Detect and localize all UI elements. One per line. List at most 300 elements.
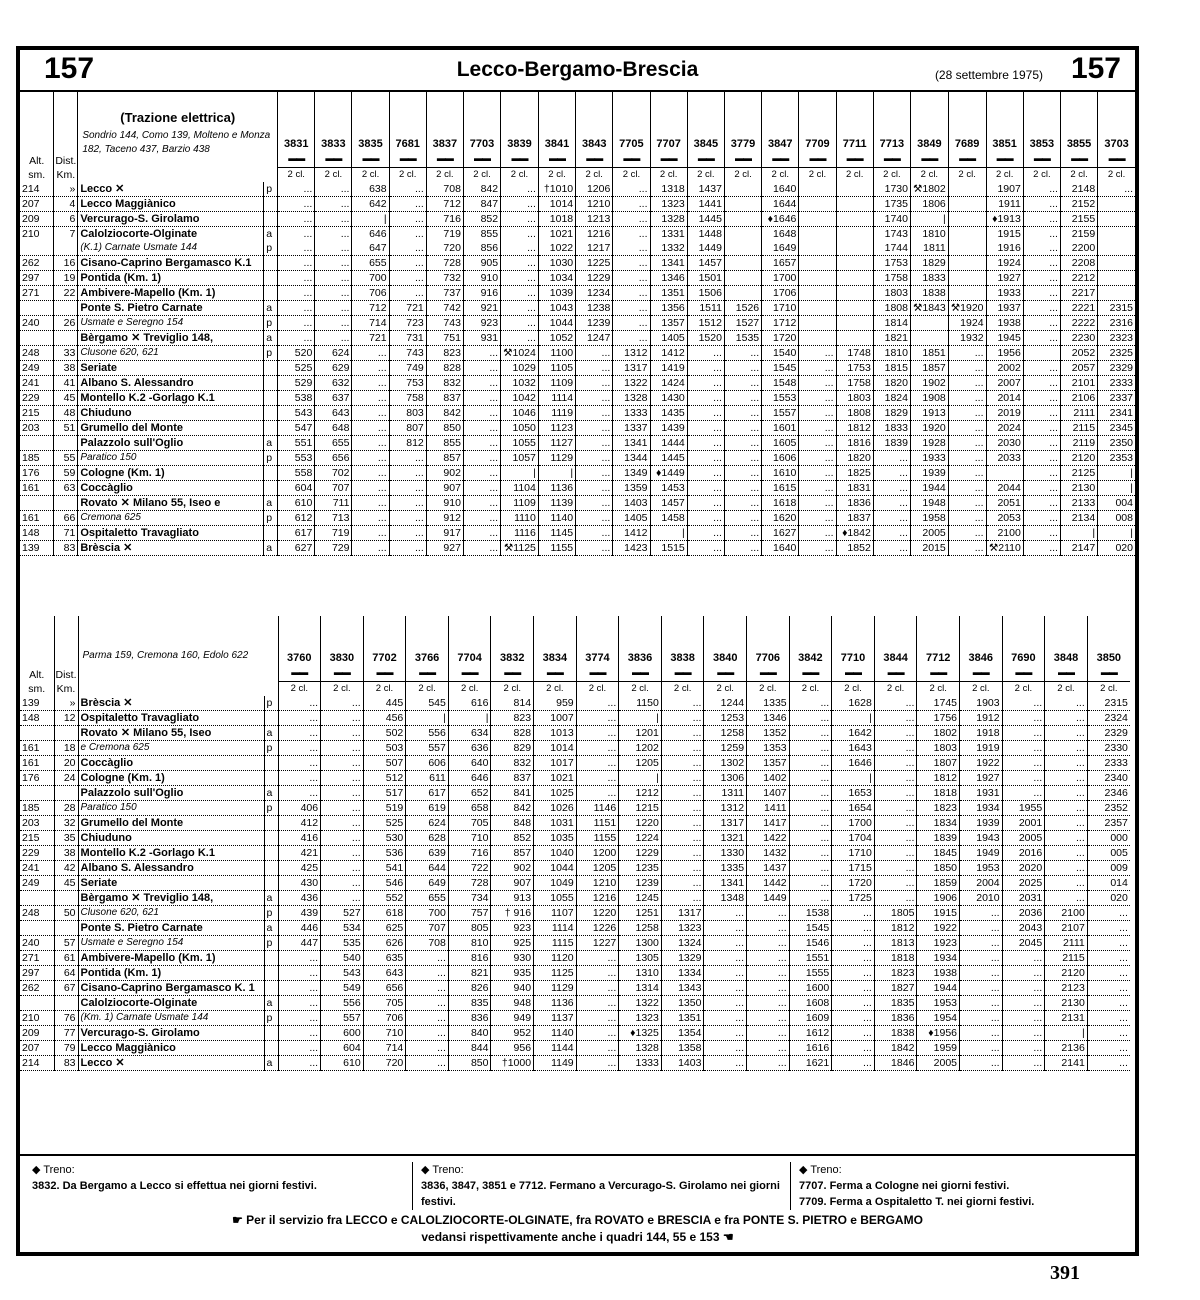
time-cell: 1605 xyxy=(762,436,799,451)
time-cell: ... xyxy=(278,786,321,801)
train-number: 3835 xyxy=(358,138,383,150)
train-column-header xyxy=(278,616,321,696)
time-cell: ... xyxy=(704,966,747,981)
time-cell: 1104 xyxy=(501,481,539,496)
time-cell: 1123 xyxy=(538,421,575,436)
note-3-text-1: 7707. Ferma a Cologne nei giorni festivi. xyxy=(799,1180,1010,1192)
time-cell xyxy=(836,316,873,331)
class-label: 2 cl. xyxy=(278,167,314,182)
time-cell: ... xyxy=(1002,1041,1045,1056)
distance-cell: » xyxy=(54,182,78,197)
altitude-cell: 240 xyxy=(20,936,54,951)
time-cell: 910 xyxy=(426,496,463,511)
time-cell: 913 xyxy=(491,891,534,906)
time-cell: 2111 xyxy=(1060,406,1097,421)
time-cell: 1916 xyxy=(986,241,1023,256)
time-cell: 1055 xyxy=(501,436,539,451)
time-cell: 1318 xyxy=(650,182,687,197)
time-cell: ... xyxy=(948,451,986,466)
time-cell: 1616 xyxy=(789,1041,832,1056)
time-cell: 538 xyxy=(278,391,315,406)
time-cell: 416 xyxy=(278,831,321,846)
altitude-cell: 148 xyxy=(20,526,54,541)
class-label: 2 cl. xyxy=(799,167,835,182)
time-cell: ... xyxy=(278,951,321,966)
time-cell: 1945 xyxy=(986,331,1023,346)
time-cell: 1839 xyxy=(917,831,960,846)
time-cell: ... xyxy=(389,256,426,271)
time-cell: 2005 xyxy=(910,526,948,541)
time-cell: 1833 xyxy=(873,421,910,436)
time-cell: 1119 xyxy=(538,406,575,421)
time-cell: 005 xyxy=(1087,846,1130,861)
time-cell: 2057 xyxy=(1060,361,1097,376)
time-cell: 742 xyxy=(426,301,463,316)
time-cell: ... xyxy=(352,421,389,436)
railcar-icon: ▬▬ xyxy=(930,667,947,677)
time-cell: 637 xyxy=(315,391,352,406)
time-cell: ... xyxy=(960,936,1003,951)
time-cell: 1014 xyxy=(538,197,575,212)
time-cell: ... xyxy=(948,466,986,481)
time-cell: 1145 xyxy=(538,526,575,541)
time-cell: 952 xyxy=(491,1026,534,1041)
time-cell: 020 xyxy=(1098,541,1135,556)
time-cell: 921 xyxy=(463,301,500,316)
time-cell: 1109 xyxy=(538,376,575,391)
railcar-icon: ▬▬ xyxy=(362,153,379,163)
distance-cell: 38 xyxy=(54,846,78,861)
time-cell: ... xyxy=(661,741,704,756)
station-row xyxy=(20,197,1135,212)
time-cell: 2115 xyxy=(1045,951,1088,966)
time-cell: ... xyxy=(687,496,724,511)
altitude-cell: 240 xyxy=(20,316,54,331)
time-cell: 1040 xyxy=(534,846,577,861)
time-cell: 1324 xyxy=(661,936,704,951)
altitude-cell: 139 xyxy=(20,696,54,711)
time-cell: 1932 xyxy=(948,331,986,346)
train-number: 3842 xyxy=(798,652,823,664)
time-cell: ... xyxy=(661,891,704,906)
altitude-cell: 161 xyxy=(20,756,54,771)
time-cell: ... xyxy=(1087,936,1130,951)
time-cell: ... xyxy=(352,511,389,526)
time-cell: ... xyxy=(613,316,650,331)
time-cell: 1710 xyxy=(762,301,799,316)
station-row xyxy=(20,831,1130,846)
train-number: 3845 xyxy=(693,138,719,150)
time-cell: 1735 xyxy=(873,197,910,212)
time-cell: 1912 xyxy=(960,711,1003,726)
time-cell: ... xyxy=(321,756,364,771)
time-cell: ... xyxy=(724,541,761,556)
time-cell: 1412 xyxy=(613,526,650,541)
train-column-header xyxy=(724,90,761,182)
time-cell: ... xyxy=(873,541,910,556)
time-cell: 1646 xyxy=(832,756,875,771)
time-cell: 1515 xyxy=(650,541,687,556)
page-number: 391 xyxy=(1050,1262,1080,1284)
arrival-departure-mark xyxy=(264,816,278,831)
time-cell: 1453 xyxy=(650,481,687,496)
station-name: Lecco ✕ xyxy=(78,182,264,197)
time-cell: 1811 xyxy=(910,241,948,256)
time-cell: 1512 xyxy=(687,316,724,331)
time-cell: | xyxy=(1060,526,1097,541)
time-cell: 1820 xyxy=(873,376,910,391)
time-cell: ... xyxy=(315,331,352,346)
time-cell: ... xyxy=(1023,421,1060,436)
time-cell: ... xyxy=(948,361,986,376)
time-cell: 1439 xyxy=(650,421,687,436)
time-cell: 1317 xyxy=(661,906,704,921)
time-cell: 1210 xyxy=(576,876,619,891)
time-cell: 1424 xyxy=(650,376,687,391)
time-cell: ... xyxy=(724,421,761,436)
time-cell: ... xyxy=(948,436,986,451)
time-cell: 1311 xyxy=(704,786,747,801)
railcar-icon: ▬▬ xyxy=(333,667,350,677)
time-cell: 1730 xyxy=(873,182,910,197)
distance-cell: 35 xyxy=(54,831,78,846)
time-cell: 1948 xyxy=(910,496,948,511)
railcar-icon: ▬▬ xyxy=(759,667,776,677)
time-cell: ... xyxy=(389,241,426,256)
railcar-icon: ▬▬ xyxy=(883,153,900,163)
time-cell: ... xyxy=(463,451,500,466)
distance-cell: 55 xyxy=(54,451,78,466)
time-cell: 848 xyxy=(491,816,534,831)
time-cell: 600 xyxy=(321,1026,364,1041)
time-cell: ... xyxy=(1087,996,1130,1011)
altitude-cell: 203 xyxy=(20,421,54,436)
time-cell: ... xyxy=(352,346,389,361)
arrival-departure-mark: a xyxy=(264,331,278,346)
train-column-header xyxy=(448,616,491,696)
station-row xyxy=(20,711,1130,726)
arrival-departure-mark: a xyxy=(264,436,278,451)
time-cell: 2341 xyxy=(1098,406,1135,421)
time-cell: 949 xyxy=(491,1011,534,1026)
time-cell xyxy=(724,256,761,271)
time-cell: 927 xyxy=(426,541,463,556)
distance-cell: 63 xyxy=(54,481,78,496)
timetable-date: (28 settembre 1975) xyxy=(934,68,1043,82)
time-cell: ... xyxy=(1023,391,1060,406)
time-cell: ... xyxy=(799,541,836,556)
station-name: Seriate xyxy=(78,876,264,891)
time-cell xyxy=(799,301,836,316)
time-cell: 2340 xyxy=(1087,771,1130,786)
time-cell: 1314 xyxy=(619,981,662,996)
time-cell: 1352 xyxy=(747,726,790,741)
time-cell: 1317 xyxy=(613,361,650,376)
time-cell: ... xyxy=(789,771,832,786)
time-cell: ... xyxy=(278,286,315,301)
arrival-departure-mark xyxy=(264,376,278,391)
time-cell: 2120 xyxy=(1060,451,1097,466)
time-cell xyxy=(799,256,836,271)
time-cell: ... xyxy=(501,212,539,227)
time-cell: 1810 xyxy=(873,346,910,361)
time-cell: ... xyxy=(389,197,426,212)
time-cell: ... xyxy=(576,696,619,711)
time-cell: 1827 xyxy=(874,981,917,996)
note-3-text-2: 7709. Ferma a Ospitaletto T. nei giorni festivi. xyxy=(799,1196,1035,1208)
time-cell: ... xyxy=(406,1041,449,1056)
time-cell: 1220 xyxy=(576,906,619,921)
railcar-icon: ▬▬ xyxy=(549,153,565,163)
time-cell: 1205 xyxy=(619,756,662,771)
time-cell: 2141 xyxy=(1045,1056,1088,1071)
station-row xyxy=(20,921,1130,936)
note-1-title: ◆ Treno: xyxy=(32,1164,75,1176)
time-cell xyxy=(948,241,986,256)
time-cell: ... xyxy=(747,936,790,951)
railcar-icon: ▬▬ xyxy=(474,153,491,163)
time-cell: 1545 xyxy=(789,921,832,936)
time-cell: ... xyxy=(873,451,910,466)
time-cell: 643 xyxy=(315,406,352,421)
railcar-icon: ▬▬ xyxy=(717,667,734,677)
train-number: 7706 xyxy=(755,652,781,664)
station-name: Usmate e Seregno 154 xyxy=(78,316,264,331)
time-cell: 1712 xyxy=(762,316,799,331)
time-cell: 1924 xyxy=(948,316,986,331)
time-cell: ... xyxy=(661,861,704,876)
time-cell: ... xyxy=(352,436,389,451)
railcar-icon: ▬▬ xyxy=(1071,153,1088,163)
time-cell: ... xyxy=(661,831,704,846)
time-cell: ... xyxy=(661,756,704,771)
time-cell: 1821 xyxy=(873,331,910,346)
time-cell: ... xyxy=(724,436,761,451)
time-cell xyxy=(836,182,873,197)
time-cell: ... xyxy=(874,861,917,876)
time-cell: 1953 xyxy=(917,996,960,1011)
time-cell: ... xyxy=(799,481,836,496)
time-cell: ... xyxy=(1002,996,1045,1011)
time-cell: 1444 xyxy=(650,436,687,451)
time-cell: 1829 xyxy=(910,256,948,271)
time-cell: ... xyxy=(661,846,704,861)
time-cell: ... xyxy=(724,406,761,421)
railcar-icon: ▬▬ xyxy=(419,667,436,677)
time-cell: 2119 xyxy=(1060,436,1097,451)
station-name: Grumello del Monte xyxy=(78,816,264,831)
arrival-departure-mark xyxy=(264,861,278,876)
time-cell: ... xyxy=(1023,256,1060,271)
time-cell: 1235 xyxy=(619,861,662,876)
time-cell xyxy=(1098,227,1135,242)
time-cell: 557 xyxy=(406,741,449,756)
time-cell: ... xyxy=(1002,741,1045,756)
time-cell: 1244 xyxy=(704,696,747,711)
time-cell: ... xyxy=(613,286,650,301)
altitude-cell: 214 xyxy=(20,182,54,197)
time-cell: 1808 xyxy=(873,301,910,316)
distance-cell xyxy=(54,331,78,346)
time-cell: 1744 xyxy=(873,241,910,256)
time-cell: 1114 xyxy=(538,391,575,406)
time-cell: ... xyxy=(576,1056,619,1071)
time-cell: 552 xyxy=(363,891,406,906)
time-cell: 1812 xyxy=(836,421,873,436)
time-cell: ... xyxy=(1002,756,1045,771)
time-cell: ... xyxy=(799,466,836,481)
arrival-departure-mark: a xyxy=(264,227,278,242)
time-cell: 1025 xyxy=(534,786,577,801)
time-cell: 1654 xyxy=(832,801,875,816)
distance-cell: 57 xyxy=(54,936,78,951)
time-cell: ... xyxy=(321,771,364,786)
altitude-cell: 139 xyxy=(20,541,54,556)
train-number: 3843 xyxy=(581,138,607,150)
time-cell: 412 xyxy=(278,816,321,831)
time-cell: 1922 xyxy=(917,921,960,936)
station-row xyxy=(20,861,1130,876)
train-number: 7709 xyxy=(805,138,830,150)
time-cell: ... xyxy=(1023,376,1060,391)
time-cell: ... xyxy=(704,996,747,1011)
time-cell: ... xyxy=(613,331,650,346)
altitude-cell: 161 xyxy=(20,741,54,756)
time-cell: ♦1646 xyxy=(762,212,799,227)
time-cell xyxy=(836,212,873,227)
time-cell: ... xyxy=(789,801,832,816)
arrival-departure-mark xyxy=(264,981,278,996)
station-row xyxy=(20,541,1135,556)
time-cell: 1608 xyxy=(789,996,832,1011)
time-cell: 2212 xyxy=(1060,271,1097,286)
time-cell: ... xyxy=(1002,771,1045,786)
time-cell: ... xyxy=(704,906,747,921)
time-cell: 1939 xyxy=(960,816,1003,831)
time-cell: 421 xyxy=(278,846,321,861)
time-cell: 1653 xyxy=(832,786,875,801)
altitude-cell: 248 xyxy=(20,906,54,921)
time-cell: ... xyxy=(315,301,352,316)
time-cell: ... xyxy=(576,436,613,451)
time-cell: 1405 xyxy=(650,331,687,346)
time-cell: 1838 xyxy=(910,286,948,301)
station-row xyxy=(20,182,1135,197)
time-cell: 1620 xyxy=(762,511,799,526)
time-cell: ... xyxy=(576,526,613,541)
altitude-cell: 209 xyxy=(20,1026,54,1041)
time-cell: 1253 xyxy=(704,711,747,726)
time-cell: ... xyxy=(832,981,875,996)
time-cell: 1610 xyxy=(762,466,799,481)
time-cell: 1227 xyxy=(576,936,619,951)
train-column-header xyxy=(1087,616,1130,696)
time-cell: ... xyxy=(613,227,650,242)
time-cell: 2031 xyxy=(1002,891,1045,906)
time-cell: ... xyxy=(352,466,389,481)
arrival-departure-mark xyxy=(264,361,278,376)
class-label: 2 cl. xyxy=(1061,167,1097,182)
time-cell: 1815 xyxy=(873,361,910,376)
connections-header xyxy=(78,616,278,696)
time-cell: 1931 xyxy=(960,786,1003,801)
time-cell: 719 xyxy=(426,227,463,242)
time-cell: ... xyxy=(799,526,836,541)
railcar-icon: ▬▬ xyxy=(1033,153,1050,163)
time-cell: 618 xyxy=(363,906,406,921)
time-cell: 821 xyxy=(448,966,491,981)
time-cell: ... xyxy=(1045,876,1088,891)
arrival-departure-mark: p xyxy=(264,741,278,756)
time-cell: 549 xyxy=(321,981,364,996)
class-label: 2 cl. xyxy=(1088,681,1130,696)
train-number: 3837 xyxy=(432,138,458,150)
altitude-cell xyxy=(20,726,54,741)
station-row xyxy=(20,1011,1130,1026)
time-cell: ... xyxy=(576,981,619,996)
time-cell: 702 xyxy=(315,466,352,481)
time-cell: 646 xyxy=(352,227,389,242)
time-cell: 1149 xyxy=(534,1056,577,1071)
time-cell xyxy=(1098,286,1135,301)
time-cell xyxy=(724,212,761,227)
time-cell: 545 xyxy=(406,696,449,711)
train-column-header xyxy=(917,616,960,696)
time-cell: 2333 xyxy=(1087,756,1130,771)
station-row xyxy=(20,1026,1130,1041)
time-cell: 1341 xyxy=(650,256,687,271)
time-cell: 2045 xyxy=(1002,936,1045,951)
time-cell: 1927 xyxy=(986,271,1023,286)
time-cell: | xyxy=(1098,481,1135,496)
railcar-icon: ▬▬ xyxy=(846,153,863,163)
time-cell: 1924 xyxy=(986,256,1023,271)
railcar-icon: ▬▬ xyxy=(511,153,528,163)
arrival-departure-mark xyxy=(264,271,278,286)
time-cell: 640 xyxy=(448,756,491,771)
altitude-cell: 249 xyxy=(20,361,54,376)
class-label: 2 cl. xyxy=(1003,681,1045,696)
time-cell: ... xyxy=(747,921,790,936)
altitude-cell: 209 xyxy=(20,212,54,227)
time-cell: ... xyxy=(501,316,539,331)
time-cell: | xyxy=(910,212,948,227)
time-cell: 536 xyxy=(363,846,406,861)
time-cell: ... xyxy=(1045,831,1088,846)
station-row xyxy=(20,256,1135,271)
time-cell: ... xyxy=(1023,301,1060,316)
time-cell: 706 xyxy=(352,286,389,301)
time-cell: ... xyxy=(873,466,910,481)
time-cell: 612 xyxy=(278,511,315,526)
time-cell: ... xyxy=(576,1026,619,1041)
time-cell: ... xyxy=(1045,816,1088,831)
time-cell: ... xyxy=(687,391,724,406)
time-cell: 436 xyxy=(278,891,321,906)
time-cell: ... xyxy=(1023,197,1060,212)
station-name: Palazzolo sull'Oglio xyxy=(78,786,264,801)
time-cell: ... xyxy=(1087,1056,1130,1071)
time-cell: 722 xyxy=(448,861,491,876)
time-cell: 1627 xyxy=(762,526,799,541)
railcar-icon: ▬▬ xyxy=(632,667,649,677)
class-label: 2 cl. xyxy=(704,681,746,696)
time-cell: ... xyxy=(960,951,1003,966)
time-cell: 1302 xyxy=(704,756,747,771)
time-cell: 1013 xyxy=(534,726,577,741)
railcar-icon: ▬▬ xyxy=(735,153,752,163)
time-cell: ⚒2110 xyxy=(986,541,1023,556)
